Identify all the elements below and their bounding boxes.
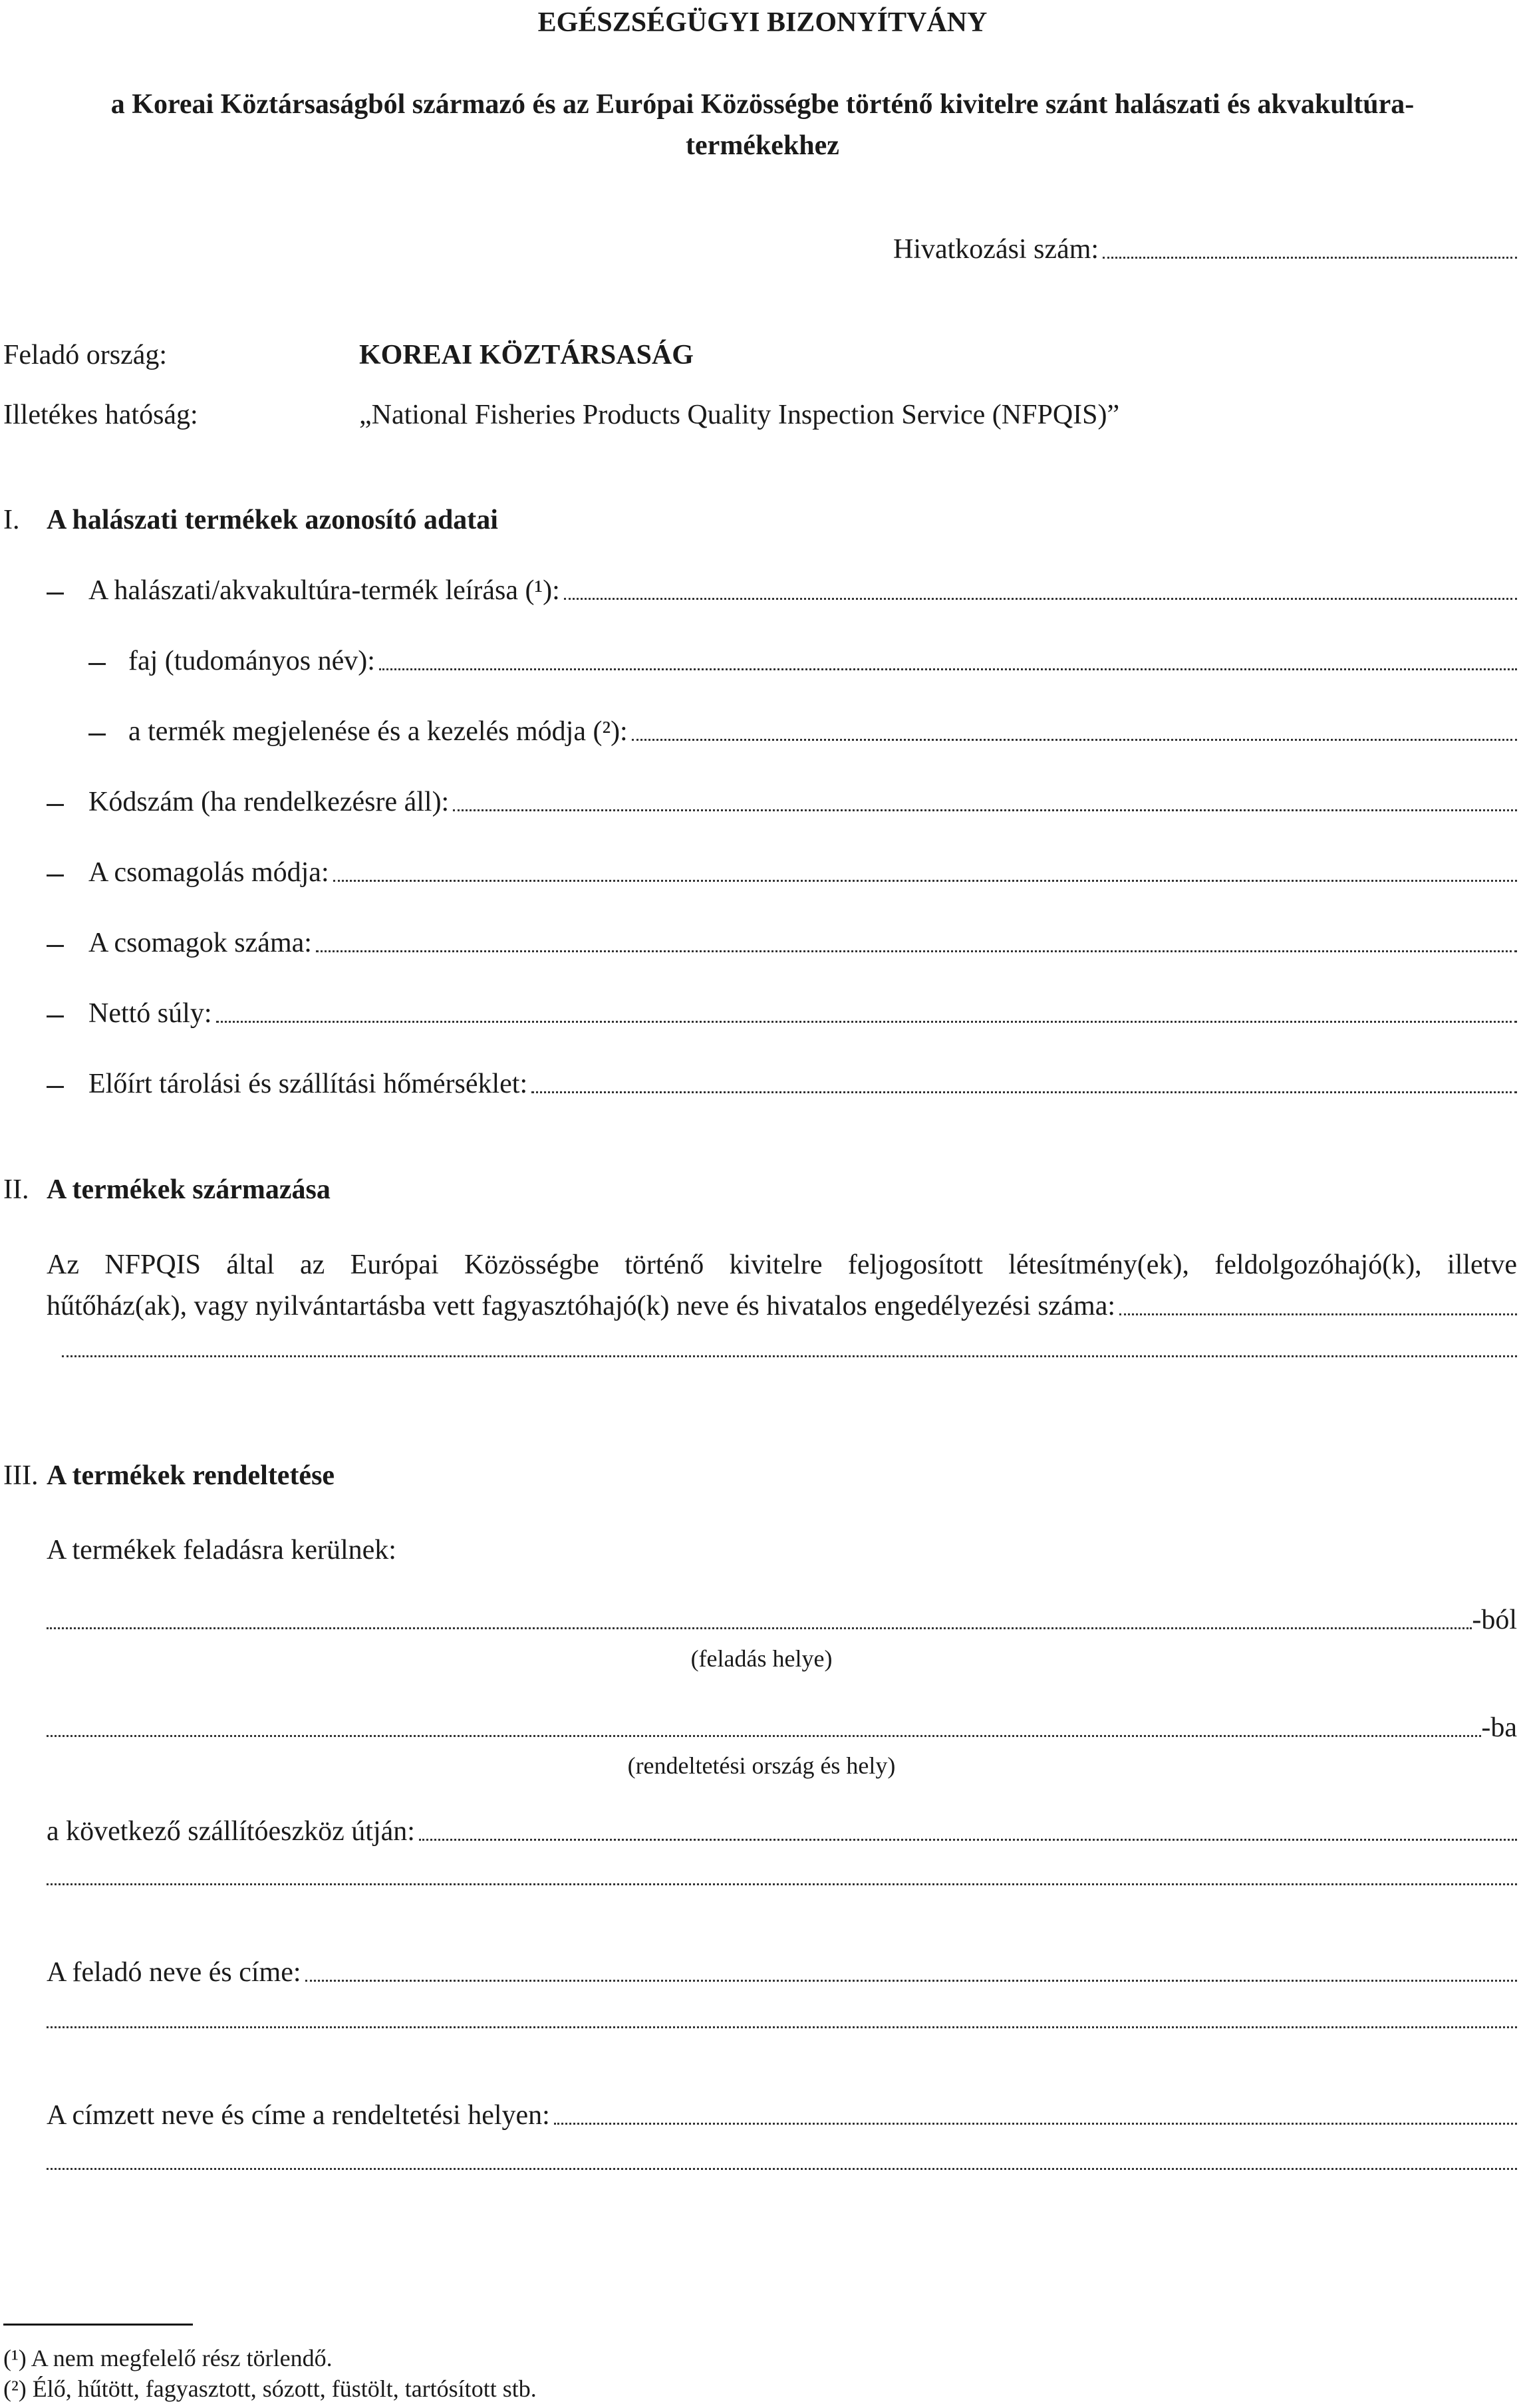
packages-count-label: A csomagok száma:: [88, 928, 312, 958]
footnote-rule: [3, 2324, 193, 2326]
list-dash: [47, 874, 64, 876]
establishments-extra-line[interactable]: [62, 1355, 1517, 1365]
list-dash: [47, 1086, 64, 1088]
packaging-label: A csomagolás módja:: [88, 857, 329, 888]
sender-label: A feladó neve és címe:: [47, 1957, 301, 1988]
consignee-field[interactable]: [47, 2098, 1517, 2133]
temperature-field[interactable]: [88, 1067, 1517, 1101]
list-dash: [47, 945, 64, 947]
reference-number-field[interactable]: [893, 232, 1517, 267]
list-dash: [47, 804, 64, 806]
product-description-field[interactable]: [88, 573, 1517, 608]
product-description-label: A halászati/akvakultúra-termék leírása (¹):: [88, 575, 560, 606]
section3-heading: A termékek rendeltetése: [47, 1460, 335, 1491]
species-label: faj (tudományos név):: [128, 646, 375, 676]
presentation-label: a termék megjelenése és a kezelés módja (²):: [128, 716, 628, 747]
sender-country-value: KOREAI KÖZTÁRSASÁG: [359, 340, 694, 370]
consignee-extra-line[interactable]: [47, 2168, 1517, 2178]
authority-label: Illetékes hatóság:: [3, 400, 198, 430]
net-weight-field[interactable]: [88, 996, 1517, 1031]
document-subtitle-line1: a Koreai Köztársaságból származó és az Európai Közösségbe történő kivitelre szánt halászati és akvakultúra-: [110, 89, 1415, 120]
document-title: EGÉSZSÉGÜGYI BIZONYÍTVÁNY: [537, 7, 988, 38]
species-field[interactable]: [128, 644, 1517, 678]
temperature-label: Előírt tárolási és szállítási hőmérséklet:: [88, 1069, 528, 1099]
authority-value: „National Fisheries Products Quality Inspection Service (NFPQIS)”: [359, 400, 1120, 430]
consignee-label: A címzett neve és címe a rendeltetési helyen:: [47, 2100, 550, 2131]
list-dash: [47, 1015, 64, 1017]
code-label: Kódszám (ha rendelkezésre áll):: [88, 787, 450, 817]
footnote-2: (²) Élő, hűtött, fagyasztott, sózott, füstölt, tartósított stb.: [3, 2375, 537, 2402]
document-subtitle-line2: termékekhez: [686, 130, 839, 161]
transport-extra-line[interactable]: [47, 1883, 1517, 1893]
packages-count-field[interactable]: [88, 926, 1517, 960]
footnote-1: (¹) A nem megfelelő rész törlendő.: [3, 2345, 333, 2371]
reference-number-label: Hivatkozási szám:: [893, 234, 1099, 265]
net-weight-label: Nettó súly:: [88, 998, 212, 1029]
list-dash: [88, 734, 106, 736]
dispatch-from-field[interactable]: [47, 1603, 1517, 1637]
list-dash: [88, 663, 106, 665]
section2-heading: A termékek származása: [47, 1174, 331, 1205]
section2-number: II.: [3, 1174, 29, 1205]
presentation-field[interactable]: [128, 714, 1517, 749]
destination-caption: (rendeltetési ország és hely): [627, 1752, 896, 1779]
transport-label: a következő szállítóeszköz útján:: [47, 1816, 415, 1847]
sender-extra-line[interactable]: [47, 2026, 1517, 2036]
section2-text-line1: Az NFPQIS által az Európai Közösségbe történő kivitelre feljogosított létesítmény(ek), feldolgozóhajó(k), illetve: [47, 1250, 1517, 1280]
section1-number: I.: [3, 505, 20, 535]
list-dash: [47, 593, 64, 595]
dispatch-from-caption: (feladás helye): [690, 1645, 833, 1672]
destination-suffix: -ba: [1481, 1712, 1517, 1743]
establishments-field[interactable]: [47, 1289, 1517, 1323]
packaging-field[interactable]: [88, 855, 1517, 890]
sender-field[interactable]: [47, 1955, 1517, 1990]
destination-field[interactable]: [47, 1710, 1517, 1745]
code-field[interactable]: [88, 785, 1517, 819]
section1-heading: A halászati termékek azonosító adatai: [47, 505, 498, 535]
dispatch-intro: A termékek feladásra kerülnek:: [47, 1535, 396, 1565]
sender-country-label: Feladó ország:: [3, 340, 168, 370]
section3-number: III.: [3, 1460, 39, 1491]
establishments-label: hűtőház(ak), vagy nyilvántartásba vett fagyasztóhajó(k) neve és hivatalos engedélyezési száma:: [47, 1291, 1116, 1321]
transport-field[interactable]: [47, 1814, 1517, 1849]
dispatch-from-suffix: -ból: [1472, 1605, 1517, 1635]
